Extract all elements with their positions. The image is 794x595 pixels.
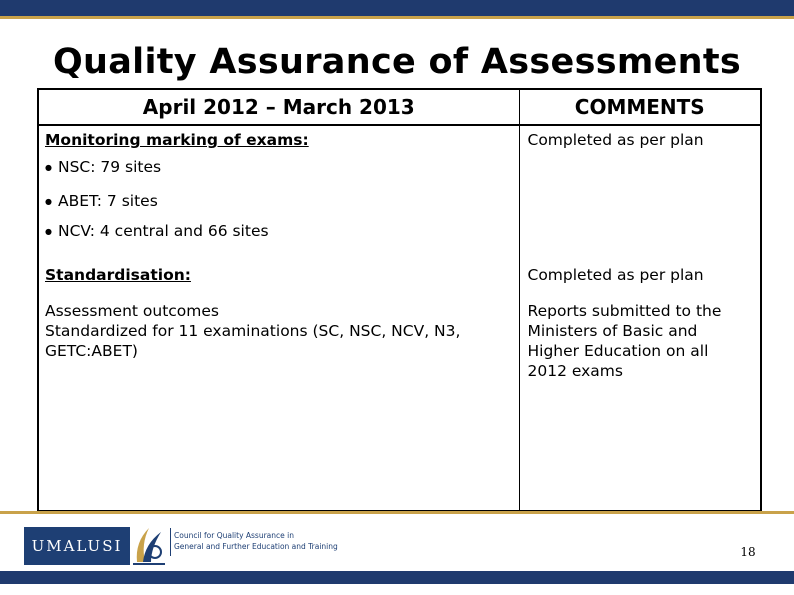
footer-accent-line (0, 511, 794, 514)
table-row (38, 265, 761, 297)
monitoring-bullets (45, 150, 519, 244)
list-item: ● ABET: 7 sites (45, 184, 519, 218)
row-standardisation-cell (38, 265, 519, 297)
top-bar (0, 0, 794, 16)
reports-line: 2012 exams (527, 362, 623, 380)
header-comments: COMMENTS (519, 89, 761, 125)
list-item: ● NCV: 4 central and 66 sites (45, 218, 519, 244)
outcomes-line: GETC:ABET) (45, 342, 138, 360)
list-item: ● NSC: 79 sites (45, 150, 519, 184)
reports-line: Ministers of Basic and (527, 322, 698, 340)
row-outcomes-cell (38, 297, 519, 511)
header-row (38, 89, 761, 125)
top-accent-line (0, 16, 794, 19)
footer-tagline (174, 530, 338, 552)
monitoring-heading: Monitoring marking of exams: (45, 131, 309, 149)
table-row (38, 297, 761, 511)
page-number: 18 (740, 545, 756, 559)
tagline-line: Council for Quality Assurance in (174, 531, 294, 540)
content-table (37, 88, 762, 512)
slide-title: Quality Assurance of Assessments (52, 42, 742, 82)
umalusi-logo: UMALUSI (24, 527, 130, 565)
row-monitoring-comment-cell (519, 125, 761, 265)
row-monitoring-cell (38, 125, 519, 265)
monitoring-comment: Completed as per plan (527, 131, 704, 149)
umalusi-emblem-icon (131, 522, 167, 566)
row-outcomes-comment-cell (519, 297, 761, 511)
table-row (38, 125, 761, 265)
outcomes-line: Assessment outcomes (45, 302, 220, 320)
bottom-bar (0, 571, 794, 584)
tagline-divider (170, 528, 171, 556)
standardisation-comment: Completed as per plan (527, 266, 704, 284)
row-standardisation-comment-cell (519, 265, 761, 297)
standardisation-heading: Standardisation: (45, 266, 191, 284)
tagline-line: General and Further Education and Training (174, 542, 338, 551)
outcomes-line: Standardized for 11 examinations (SC, NSC, NCV, N3, (45, 322, 461, 340)
reports-line: Reports submitted to the (527, 302, 722, 320)
header-period: April 2012 – March 2013 (38, 89, 519, 125)
reports-line: Higher Education on all (527, 342, 709, 360)
